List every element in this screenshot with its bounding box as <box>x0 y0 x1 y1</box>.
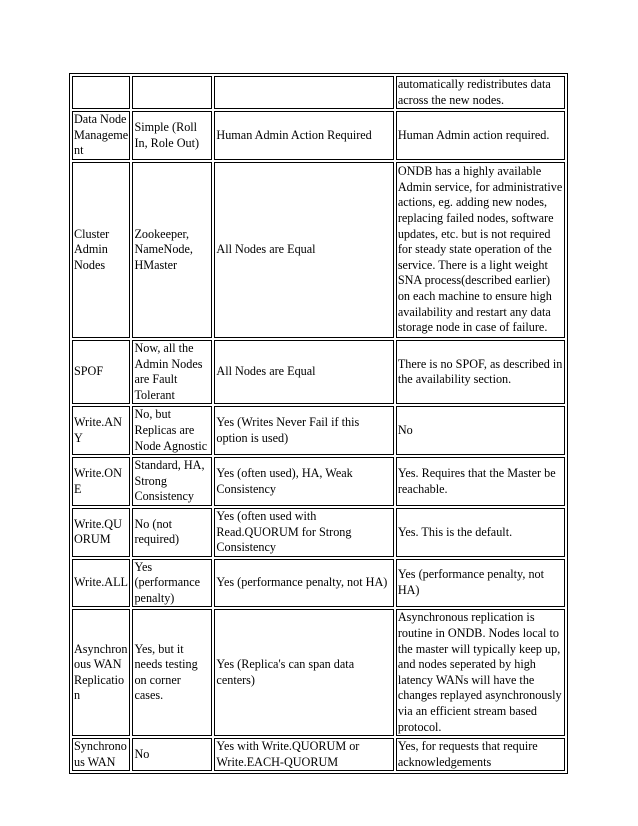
table-cell-feature: Write.QUORUM <box>72 508 130 557</box>
table-row <box>72 406 565 455</box>
comparison-table-container <box>69 73 568 774</box>
table-row <box>72 609 565 736</box>
table-cell-col3: Human Admin Action Required <box>214 111 393 160</box>
table-cell-feature: Data Node Management <box>72 111 130 160</box>
table-cell-col2: No <box>132 738 212 771</box>
table-cell-col3: All Nodes are Equal <box>214 340 393 404</box>
table-cell-col3: Yes (Writes Never Fail if this option is used) <box>214 406 393 455</box>
table-cell-col2: No, but Replicas are Node Agnostic <box>132 406 212 455</box>
table-row <box>72 76 565 109</box>
table-cell-feature: Write.ALL <box>72 559 130 608</box>
table-cell-feature: SPOF <box>72 340 130 404</box>
table-cell-col4: Yes, for requests that require acknowledgements <box>396 738 565 771</box>
comparison-table <box>69 73 568 774</box>
table-cell-col3: Yes (often used with Read.QUORUM for Strong Consistency <box>214 508 393 557</box>
table-row <box>72 738 565 771</box>
table-cell-col3: Yes with Write.QUORUM or Write.EACH-QUORUM <box>214 738 393 771</box>
table-cell-col4: Yes. Requires that the Master be reachable. <box>396 457 565 506</box>
table-cell-feature: Cluster Admin Nodes <box>72 162 130 338</box>
table-cell-feature: Synchronous WAN <box>72 738 130 771</box>
table-cell-col4: ONDB has a highly available Admin service, for administrative actions, eg. adding new nodes, replacing failed nodes, software updates, etc. but is not required for steady state operation of the service. There is a light weight SNA process(described earlier) on each machine to ensure high availability and restart any data storage node in case of failure. <box>396 162 565 338</box>
table-cell-col3: All Nodes are Equal <box>214 162 393 338</box>
table-cell-col2: Yes (performance penalty) <box>132 559 212 608</box>
table-cell-col2 <box>132 76 212 109</box>
table-cell-col4: Yes. This is the default. <box>396 508 565 557</box>
table-row <box>72 340 565 404</box>
table-cell-col3: Yes (Replica's can span data centers) <box>214 609 393 736</box>
table-cell-col2: Yes, but it needs testing on corner cases. <box>132 609 212 736</box>
table-cell-col4: There is no SPOF, as described in the availability section. <box>396 340 565 404</box>
table-cell-col4: Human Admin action required. <box>396 111 565 160</box>
table-cell-col4: automatically redistributes data across the new nodes. <box>396 76 565 109</box>
table-cell-feature: Asynchronous WAN Replication <box>72 609 130 736</box>
table-cell-col4: No <box>396 406 565 455</box>
table-row <box>72 457 565 506</box>
table-cell-col3: Yes (performance penalty, not HA) <box>214 559 393 608</box>
table-cell-col2: Simple (Roll In, Role Out) <box>132 111 212 160</box>
table-cell-col3: Yes (often used), HA, Weak Consistency <box>214 457 393 506</box>
table-cell-col2: No (not required) <box>132 508 212 557</box>
table-cell-col2: Zookeeper, NameNode, HMaster <box>132 162 212 338</box>
table-cell-feature: Write.ONE <box>72 457 130 506</box>
table-row <box>72 559 565 608</box>
table-row <box>72 508 565 557</box>
table-cell-col3 <box>214 76 393 109</box>
table-cell-col2: Standard, HA, Strong Consistency <box>132 457 212 506</box>
table-row <box>72 162 565 338</box>
table-cell-feature <box>72 76 130 109</box>
table-cell-col2: Now, all the Admin Nodes are Fault Tolerant <box>132 340 212 404</box>
table-cell-col4: Asynchronous replication is routine in ONDB. Nodes local to the master will typically keep up, and nodes seperated by high latency WANs will have the changes replayed asynchronously via an efficient stream based protocol. <box>396 609 565 736</box>
table-cell-feature: Write.ANY <box>72 406 130 455</box>
table-cell-col4: Yes (performance penalty, not HA) <box>396 559 565 608</box>
table-row <box>72 111 565 160</box>
